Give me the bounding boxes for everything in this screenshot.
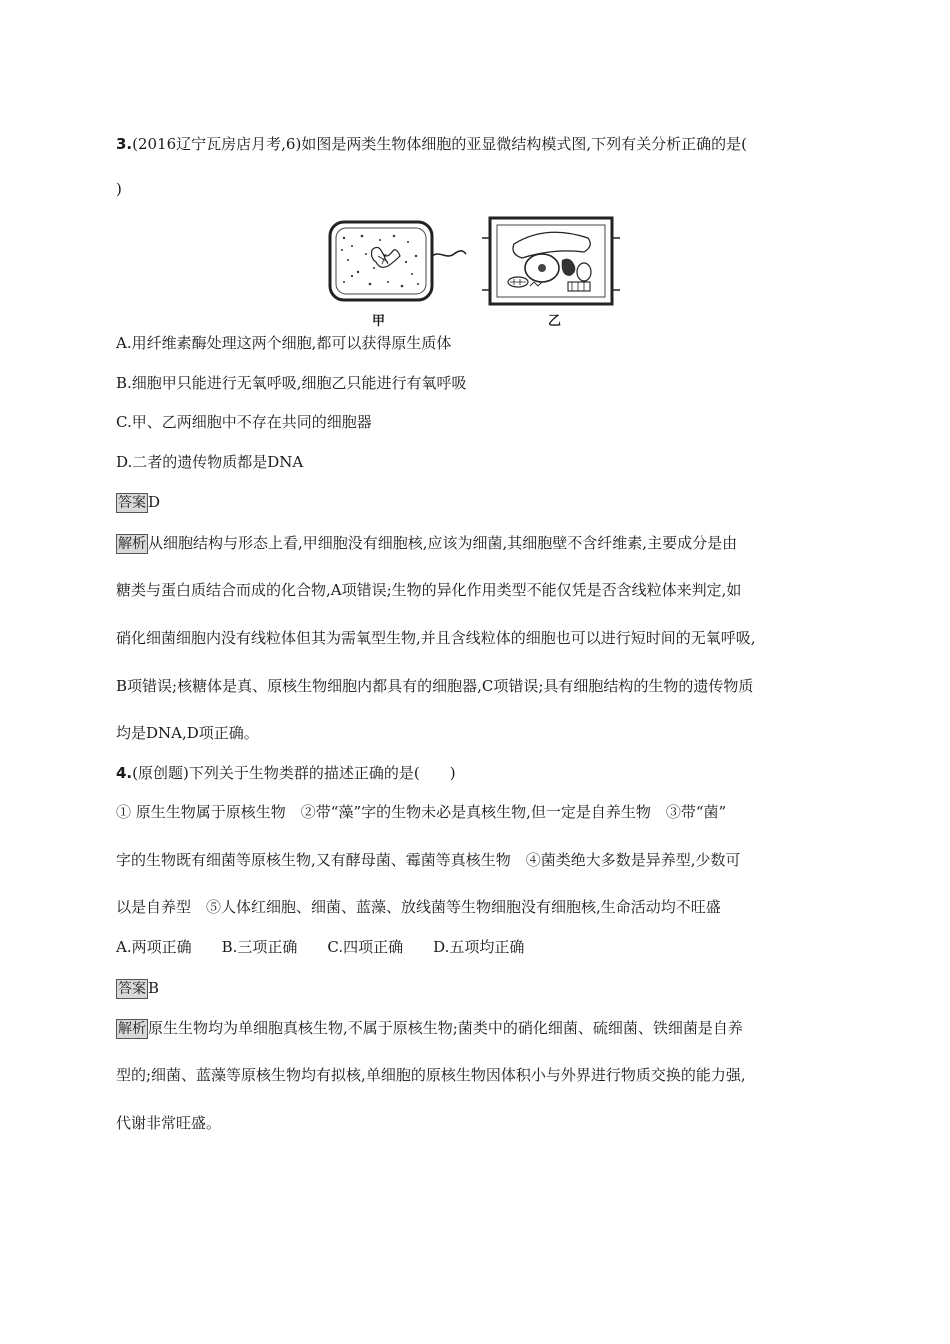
q3-stem-line1 [116, 133, 747, 155]
q4-options: A.两项正确 B.三项正确 C.四项正确 D.五项均正确 [116, 938, 525, 956]
q3-option-d: D.二者的遗传物质都是DNA [116, 453, 304, 471]
cell-yi-diagram [482, 218, 620, 304]
q4-statement-line: ① 原生生物属于原核生物 ②带“藻”字的生物未必是真核生物,但一定是自养生物 ③带“菌” [116, 803, 727, 821]
q3-option-c: C.甲、乙两细胞中不存在共同的细胞器 [116, 413, 372, 431]
q4-analysis-line: 型的;细菌、蓝藻等原核生物均有拟核,单细胞的原核生物因体积小与外界进行物质交换的能力强, [116, 1066, 746, 1084]
q4-analysis-text: 原生生物均为单细胞真核生物,不属于原核生物;菌类中的硝化细菌、硫细菌、铁细菌是自养 [148, 1019, 743, 1037]
q3-stem-line2: ) [116, 180, 122, 198]
figure-label-yi: 乙 [548, 314, 562, 329]
q4-analysis-line [116, 1017, 743, 1039]
q4-number: 4. [116, 764, 133, 782]
answer-tag: 答案 [118, 981, 146, 997]
q4-stem-line [116, 762, 456, 784]
cell-jia-diagram [330, 222, 466, 300]
analysis-tag: 解析 [118, 1021, 146, 1037]
q3-option-b: B.细胞甲只能进行无氧呼吸,细胞乙只能进行有氧呼吸 [116, 374, 467, 392]
q4-answer-line [116, 977, 159, 999]
q3-analysis-line [116, 532, 737, 554]
q3-analysis-text: 从细胞结构与形态上看,甲细胞没有细胞核,应该为细菌,其细胞壁不含纤维素,主要成分是由 [148, 534, 738, 552]
q4-stem: (原创题)下列关于生物类群的描述正确的是( ) [132, 764, 456, 782]
q4-statement-line: 字的生物既有细菌等原核生物,又有酵母菌、霉菌等真核生物 ④菌类绝大多数是异养型,少数可 [116, 851, 741, 869]
q4-statement-line: 以是自养型 ⑤人体红细胞、细菌、蓝藻、放线菌等生物细胞没有细胞核,生命活动均不旺盛 [116, 898, 721, 916]
cell-diagram [322, 216, 624, 310]
answer-tag: 答案 [118, 495, 146, 511]
q3-analysis-line: 糖类与蛋白质结合而成的化合物,A项错误;生物的异化作用类型不能仅凭是否含线粒体来判定,如 [116, 581, 742, 599]
q3-number: 3. [116, 135, 133, 153]
q3-option-a: A.用纤维素酶处理这两个细胞,都可以获得原生质体 [116, 334, 452, 352]
q4-answer: B [148, 979, 160, 997]
figure-label-jia: 甲 [372, 314, 386, 329]
q4-analysis-line: 代谢非常旺盛。 [116, 1114, 222, 1132]
q3-stem: (2016辽宁瓦房店月考,6)如图是两类生物体细胞的亚显微结构模式图,下列有关分析正确的是( [132, 135, 747, 153]
cell-diagram-figure [322, 216, 624, 328]
analysis-tag: 解析 [118, 536, 146, 552]
q3-answer-line [116, 491, 160, 513]
q3-analysis-line: B项错误;核糖体是真、原核生物细胞内都具有的细胞器,C项错误;具有细胞结构的生物的遗传物质 [116, 677, 754, 695]
q3-answer: D [148, 493, 161, 511]
q3-analysis-line: 均是DNA,D项正确。 [116, 724, 259, 742]
q3-analysis-line: 硝化细菌细胞内没有线粒体但其为需氧型生物,并且含线粒体的细胞也可以进行短时间的无氧呼吸, [116, 629, 756, 647]
